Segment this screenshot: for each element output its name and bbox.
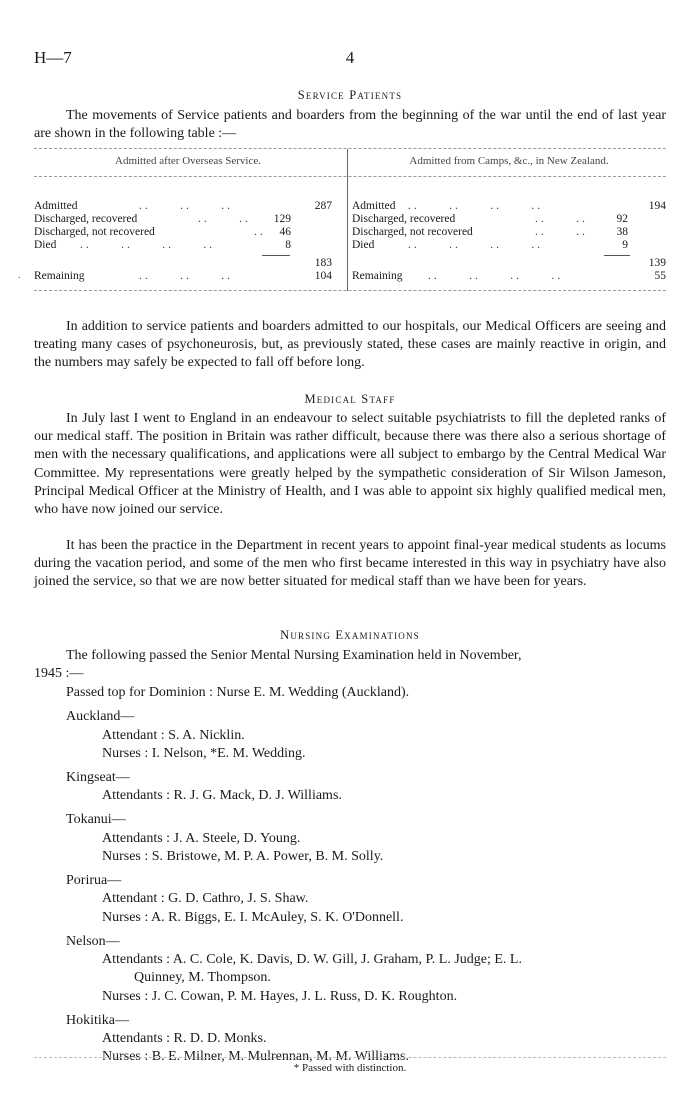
kingseat-attendants: Attendants : R. J. G. Mack, D. J. Williams.: [102, 788, 342, 803]
porirua-attendant: Attendant : G. D. Cathro, J. S. Shaw.: [102, 891, 309, 906]
nelson-attendants-line-1: Attendants : A. C. Cole, K. Davis, D. W. Gill, J. Graham, P. L. Judge; E. L.: [102, 952, 522, 967]
nelson-nurses: Nurses : J. C. Cowan, P. M. Hayes, J. L. Russ, D. K. Roughton.: [102, 989, 458, 1004]
service-patients-heading: Service Patients: [297, 88, 403, 102]
overseas-discharged-not-recovered-label: Discharged, not recovered: [34, 226, 155, 238]
leader-dots: .. .. .. ..: [408, 239, 544, 251]
hospital-kingseat: Kingseat—: [66, 770, 130, 785]
hokitika-nurses: Nurses : B. E. Milner, M. Mulrennan, M. M. Williams.: [102, 1049, 409, 1064]
nz-subtotal-rule: [604, 255, 630, 256]
overseas-remaining-label: Remaining: [34, 270, 85, 282]
overseas-subtotal-rule: [262, 255, 290, 256]
overseas-died-label: Died: [34, 239, 57, 251]
nursing-examinations-heading: Nursing Examinations: [280, 628, 420, 642]
auckland-attendant: Attendant : S. A. Nicklin.: [102, 728, 245, 743]
table-top-rule: [34, 148, 666, 149]
table-bottom-rule: [34, 290, 666, 291]
leader-dots: .. ..: [198, 213, 251, 225]
leader-dots: ..: [254, 226, 266, 238]
nz-discharged-recovered-label: Discharged, recovered: [352, 213, 456, 225]
leader-dots: .. .. .. ..: [408, 200, 544, 212]
page-number: 4: [345, 48, 355, 67]
nz-remaining-value: 55: [654, 270, 666, 282]
hospital-auckland: Auckland—: [66, 709, 135, 724]
overseas-discharged-not-recovered-value: 46: [279, 226, 291, 238]
top-for-dominion: Passed top for Dominion : Nurse E. M. Wedding (Auckland).: [66, 685, 410, 700]
overseas-column-header: Admitted after Overseas Service.: [115, 155, 261, 167]
auckland-nurses: Nurses : I. Nelson, *E. M. Wedding.: [102, 746, 306, 761]
table-column-divider: [347, 149, 348, 291]
leader-dots: .. .. .. ..: [80, 239, 216, 251]
nz-admitted-value: 194: [648, 200, 666, 212]
nz-remaining-label: Remaining: [352, 270, 403, 282]
medical-staff-paragraph-1: In July last I went to England in an endeavour to select suitable psychiatrists to fill the depleted ranks of our medical staff. The position in Britain was rather difficult, because there was there also a serious shortage of men with the necessary qualifications, and applications were all subject to embargo by the Central Medical War Committee. My representations were greatly helped by the sympathetic consideration of Sir Wilson Jameson, Principal Medical Officer at the Ministry of Health, and I was able to appoint six highly qualified medical men, who have now joined our service.: [34, 411, 666, 518]
nursing-intro-line-1: The following passed the Senior Mental Nursing Examination held in November,: [66, 648, 522, 663]
medical-staff-paragraph-2: It has been the practice in the Department in recent years to appoint final-year medical students as locums during the vacation period, and some of the men who first became interested in this way in psychiatry have also joined the service, so that we are now better situated for medical staff than we have been for years.: [34, 538, 666, 590]
overseas-died-value: 8: [285, 239, 291, 251]
overseas-discharged-recovered-value: 129: [273, 213, 291, 225]
footnote-rule: [34, 1057, 666, 1058]
tokanui-attendants: Attendants : J. A. Steele, D. Young.: [102, 831, 301, 846]
hokitika-attendants: Attendants : R. D. D. Monks.: [102, 1031, 267, 1046]
leader-dots: .. .. .. ..: [428, 270, 564, 282]
nz-admitted-label: Admitted: [352, 200, 396, 212]
nz-died-value: 9: [622, 239, 628, 251]
nursing-intro-line-2: 1945 :—: [34, 666, 84, 681]
overseas-admitted-label: Admitted: [34, 200, 78, 212]
leader-dots: .. .. ..: [139, 200, 233, 212]
document-code: H—7: [34, 48, 72, 67]
overseas-discharged-recovered-label: Discharged, recovered: [34, 213, 138, 225]
overseas-subtotal-value: 183: [314, 257, 332, 269]
leader-dots: .. ..: [535, 213, 588, 225]
nz-discharged-recovered-value: 92: [616, 213, 628, 225]
footnote: * Passed with distinction.: [293, 1062, 407, 1074]
nelson-attendants-line-2: Quinney, M. Thompson.: [134, 970, 271, 985]
hospital-porirua: Porirua—: [66, 873, 122, 888]
service-patients-intro: The movements of Service patients and boarders from the beginning of the war until the end of last year are shown in the following table :—: [34, 108, 666, 142]
leader-dots: .. ..: [535, 226, 588, 238]
hospital-hokitika: Hokitika—: [66, 1013, 129, 1028]
overseas-remaining-value: 104: [314, 270, 332, 282]
tokanui-nurses: Nurses : S. Bristowe, M. P. A. Power, B. M. Solly.: [102, 849, 384, 864]
hospital-tokanui: Tokanui—: [66, 812, 126, 827]
nz-died-label: Died: [352, 239, 375, 251]
porirua-nurses: Nurses : A. R. Biggs, E. I. McAuley, S. K. O'Donnell.: [102, 910, 404, 925]
nz-column-header: Admitted from Camps, &c., in New Zealand.: [409, 155, 609, 167]
nz-discharged-not-recovered-value: 38: [616, 226, 628, 238]
nz-discharged-not-recovered-label: Discharged, not recovered: [352, 226, 473, 238]
margin-mark: .: [18, 270, 21, 281]
service-patients-after-table: In addition to service patients and boarders admitted to our hospitals, our Medical Officers are seeing and treating many cases of psychoneurosis, but, as previously stated, these cases are mainly reactive in origin, and the numbers may safely be expected to fall off before long.: [34, 319, 666, 371]
nz-subtotal-value: 139: [648, 257, 666, 269]
table-header-rule: [34, 176, 666, 177]
hospital-nelson: Nelson—: [66, 934, 120, 949]
medical-staff-heading: Medical Staff: [304, 392, 396, 406]
leader-dots: .. .. ..: [139, 270, 233, 282]
overseas-admitted-value: 287: [314, 200, 332, 212]
